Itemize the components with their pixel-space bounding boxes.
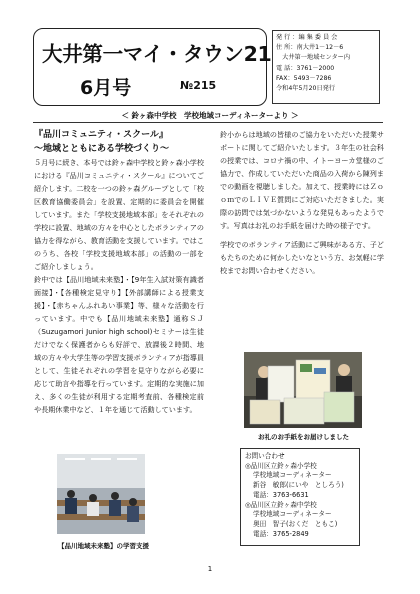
publisher-line: 住 所：南大井1－12－6 bbox=[276, 44, 344, 52]
article-paragraph: 鈴小からは地域の皆様のご協力をいただいた授業サポートに関してご紹介いたします。３年生の社会科の授業では、コロナ禍の中、イトーヨーカ堂様のご協力で、作成していただいた商品の入荷から陳列までの動画を視聴しました。加えて、授業時にはＺｏｏｍでのＬＩＶＥ質問にご対応いただきました。実際の訪問では気づかないような発見もあったようです。写真はお礼のお手紙を届けた時の様子です。 bbox=[220, 130, 384, 230]
contact-line: 電話：3763-6631 bbox=[253, 490, 309, 499]
contact-box bbox=[240, 448, 360, 546]
article-left-column bbox=[34, 128, 204, 416]
publisher-line: 大井第一地域センター内 bbox=[276, 54, 351, 62]
contact-line: ◎品川区立鈴ヶ森中学校 bbox=[245, 500, 317, 509]
article-right-column bbox=[220, 128, 384, 277]
photo-illustration bbox=[244, 352, 362, 428]
contact-line: 学校地域コーディネーター bbox=[253, 471, 332, 480]
publisher-line: FAX：5493－7286 bbox=[276, 74, 332, 82]
article-heading: 『品川コミュニティ・スクール』 bbox=[34, 130, 168, 140]
issue-number: №215 bbox=[180, 79, 217, 92]
section-divider bbox=[33, 122, 383, 123]
contact-line: 奥田 智子(おくだ ともこ) bbox=[253, 519, 338, 528]
publisher-line: 発 行 ：編 集 委 員 会 bbox=[276, 34, 338, 41]
masthead bbox=[33, 28, 272, 106]
photo-caption: お礼のお手紙をお届けしました bbox=[258, 433, 349, 441]
contact-heading: お問い合わせ bbox=[245, 452, 285, 460]
page-number: 1 bbox=[207, 565, 213, 573]
photo-study-support bbox=[57, 454, 145, 534]
publisher-line: 令和4年5月20日発行 bbox=[276, 85, 336, 93]
photo-illustration bbox=[57, 454, 145, 534]
photo-thank-you-letters bbox=[244, 352, 362, 428]
article-paragraph: 鈴中では【品川地域未来塾】・【9年生入試対策有識者面接】・【各種検定見守り】【外部講師による授業支援】・【赤ちゃんふれあい事業】等、様々な活動を行っています。中でも【品川地域未来塾】通称ＳＪ（Suzugamori Junior high school)セミナーは生徒だけでなく保護者からも好評で、放課後２時間、地域の方々や大学生等の学習支援ボランティアが指導員として、生徒それぞれの学習を見守りながら必要に応じて助言や指導を行っています。定期的な実施に加え、多くの生徒が利用する定期考査前、各種検定前や長期休業中など、１年を通じて活動しています。 bbox=[34, 275, 204, 414]
section-subtitle: ＜ 鈴ヶ森中学校 学校地域コーディネーターより ＞ bbox=[121, 111, 299, 120]
contact-line: ◎品川区立鈴ヶ森小学校 bbox=[245, 461, 317, 470]
article-subheading: ～地域とともにある学校づくり～ bbox=[34, 144, 170, 154]
issue-month: 6月号 bbox=[80, 77, 132, 99]
contact-line: 学校地域コーディネーター bbox=[253, 510, 332, 519]
contact-line: 電話：3765-2849 bbox=[253, 529, 309, 538]
contact-line: 新谷 敏郎(にいや としろう) bbox=[253, 481, 344, 490]
publisher-line: 電 話：3761－2000 bbox=[276, 64, 335, 72]
article-paragraph: ５月号に続き、本号では鈴ヶ森中学校と鈴ヶ森小学校における『品川コミュニティ・スクール』についてご紹介します。二校を一つの鈴ヶ森グループとして「校区教育協働委員会」を設置、定期的に委員会を開催しています。また「学校支援地域本部」をそれぞれの学校に設置、地域の方々を中心としたボランティアの協力を得ながら、教育活動を支援しています。ではこのうち、各校「学校支援地域本部」の活動の一部をご紹介しましょう。 bbox=[34, 158, 204, 271]
photo-caption: 【品川地域未来塾】の学習支援 bbox=[58, 542, 149, 550]
article-paragraph: 学校でのボランティア活動にご興味がある方、子どもたちのために何かしたいなという方、お気軽に学校までお問い合わせください。 bbox=[220, 240, 384, 275]
newsletter-title: 大井第一マイ・タウン21 bbox=[42, 42, 272, 66]
publisher-info bbox=[272, 30, 380, 104]
